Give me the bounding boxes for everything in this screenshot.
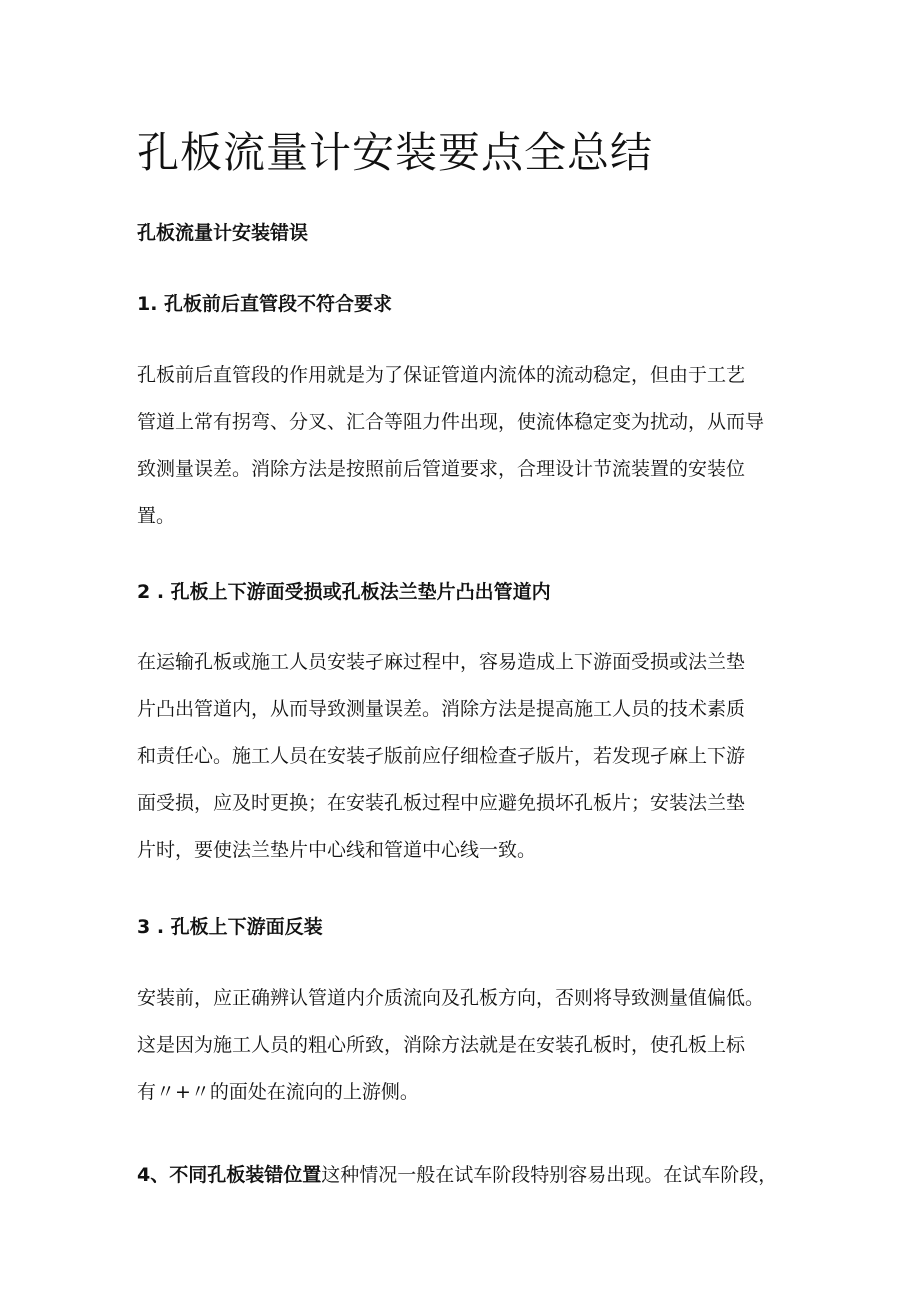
- item-1-heading: 1. 孔板前后直管段不符合要求: [137, 293, 393, 315]
- paragraph-line: 孔板前后直管段的作用就是为了保证管道内流体的流动稳定，但由于工艺: [137, 364, 746, 386]
- item-3-paragraph: [137, 975, 797, 1116]
- paragraph-line: 管道上常有拐弯、分叉、汇合等阻力件出现，使流体稳定变为扰动，从而导: [137, 411, 765, 433]
- paragraph-line: 致测量误差。消除方法是按照前后管道要求，合理设计节流装置的安装位: [137, 458, 746, 480]
- paragraph-line: 安装前，应正确辨认管道内介质流向及孔板方向，否则将导致测量值偏低。: [137, 987, 765, 1009]
- paragraph-line: 在运输孔板或施工人员安装孑麻过程中，容易造成上下游面受损或法兰垫: [137, 651, 746, 673]
- item-4-line: [137, 1155, 777, 1195]
- paragraph-line: 面受损，应及时更换；在安装孔板过程中应避免损坏孔板片；安装法兰垫: [137, 792, 746, 814]
- item-2-heading: 2 . 孔板上下游面受损或孔板法兰垫片凸出管道内: [137, 581, 551, 603]
- paragraph-line: 置。: [137, 505, 176, 527]
- paragraph-line: 片时，要使法兰垫片中心线和管道中心线一致。: [137, 839, 537, 861]
- item-4-text: 这种情况一般在试车阶段特别容易出现。在试车阶段，: [321, 1164, 778, 1186]
- item-4-heading: 4、不同孔板装错位置: [137, 1164, 322, 1186]
- paragraph-line: 和责任心。施工人员在安装孑版前应仔细检查孑版片，若发现孑麻上下游: [137, 745, 746, 767]
- item-3-heading: 3 . 孔板上下游面反装: [137, 916, 323, 938]
- paragraph-line: 片凸出管道内，从而导致测量误差。消除方法是提高施工人员的技术素质: [137, 698, 746, 720]
- paragraph-line: 有〃+〃的面处在流向的上游侧。: [137, 1081, 419, 1103]
- item-1-paragraph: [137, 352, 797, 540]
- page-title: 孔板流量计安装要点全总结: [137, 128, 654, 177]
- paragraph-line: 这是因为施工人员的粗心所致，消除方法就是在安装孔板时，使孔板上标: [137, 1034, 746, 1056]
- section-heading: 孔板流量计安装错误: [137, 222, 309, 244]
- item-2-paragraph: [137, 639, 797, 874]
